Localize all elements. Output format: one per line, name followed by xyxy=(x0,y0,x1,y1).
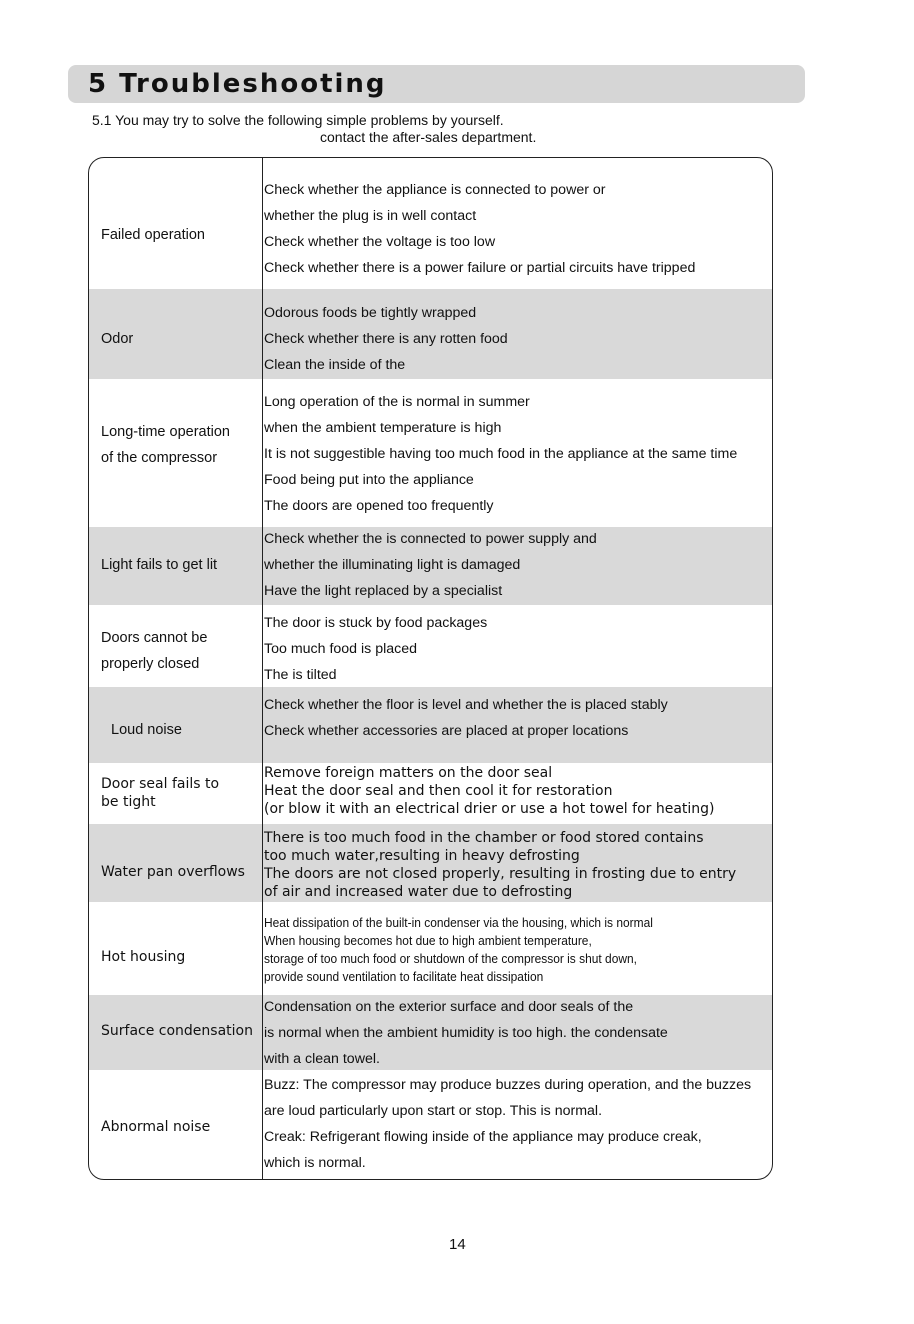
problem-label xyxy=(101,625,207,677)
problem-label-line: Door seal fails to xyxy=(101,776,220,792)
problem-label xyxy=(101,552,217,578)
intro-text-line1: 5.1 You may try to solve the following simple problems by yourself. xyxy=(92,112,504,128)
problem-label-line: Abnormal noise xyxy=(101,1119,211,1135)
solution-line: Heat dissipation of the built-in condenser via the housing, which is normal xyxy=(264,915,653,930)
table-row xyxy=(89,763,772,824)
solution-line: Odorous foods be tightly wrapped xyxy=(264,305,477,321)
problem-label xyxy=(101,859,245,885)
solution-line: whether the plug is in well contact xyxy=(264,208,477,224)
problem-label xyxy=(101,1018,253,1044)
solution-line: When housing becomes hot due to high ambient temperature, xyxy=(264,933,592,948)
solution-line: storage of too much food or shutdown of the compressor is shut down, xyxy=(264,951,637,966)
table-row xyxy=(89,687,772,763)
page-number: 14 xyxy=(449,1236,466,1253)
table-row xyxy=(89,995,772,1070)
solution-line: The door is stuck by food packages xyxy=(264,615,488,631)
solution-line: Creak: Refrigerant flowing inside of the appliance may produce creak, xyxy=(264,1129,702,1145)
table-row xyxy=(89,824,772,902)
problem-label xyxy=(111,717,182,743)
column-divider xyxy=(262,157,263,1180)
section-title-bar xyxy=(68,65,805,103)
solution-line: Have the light replaced by a specialist xyxy=(264,583,503,599)
solution-line: Buzz: The compressor may produce buzzes during operation, and the buzzes xyxy=(264,1077,752,1093)
solution-line: whether the illuminating light is damaged xyxy=(264,557,521,573)
problem-label xyxy=(101,944,185,970)
solution-line: with a clean towel. xyxy=(264,1051,380,1067)
solution-line: of air and increased water due to defrosting xyxy=(264,884,573,900)
solution-line: There is too much food in the chamber or food stored contains xyxy=(264,830,704,846)
problem-label xyxy=(101,326,133,352)
problem-label-line: Long-time operation xyxy=(101,424,230,440)
solution-line: is normal when the ambient humidity is too high. the condensate xyxy=(264,1025,668,1041)
solution-line: Check whether there is any rotten food xyxy=(264,331,508,347)
table-row xyxy=(89,289,772,379)
solution-line: Clean the inside of the xyxy=(264,357,406,373)
problem-label-line: Light fails to get lit xyxy=(101,557,218,573)
intro-text-line2: contact the after-sales department. xyxy=(320,129,537,145)
solution-line: which is normal. xyxy=(264,1155,366,1171)
table-row xyxy=(89,605,772,687)
solution-line: Remove foreign matters on the door seal xyxy=(264,765,553,781)
problem-label xyxy=(101,419,230,471)
table-row xyxy=(89,158,772,289)
solution-line: too much water,resulting in heavy defrosting xyxy=(264,848,580,864)
problem-label-line: Failed operation xyxy=(101,227,205,243)
solution-line: Food being put into the appliance xyxy=(264,472,474,488)
problem-label-line: be tight xyxy=(101,794,156,810)
table-row xyxy=(89,1070,772,1180)
table-row xyxy=(89,379,772,527)
solution-line: are loud particularly upon start or stop. This is normal. xyxy=(264,1103,603,1119)
solution-line: provide sound ventilation to facilitate heat dissipation xyxy=(264,969,544,984)
troubleshooting-table xyxy=(88,157,773,1180)
problem-label-line: Surface condensation xyxy=(101,1023,253,1039)
problem-label-line: Water pan overflows xyxy=(101,864,245,880)
solution-line: Check whether the appliance is connected to power or xyxy=(264,182,606,198)
solution-line: The doors are opened too frequently xyxy=(264,498,494,514)
problem-label-line: Odor xyxy=(101,331,134,347)
solution-line: Too much food is placed xyxy=(264,641,417,657)
solution-line: It is not suggestible having too much food in the appliance at the same time xyxy=(264,446,738,462)
solution-line: when the ambient temperature is high xyxy=(264,420,502,436)
solution-line: The doors are not closed properly, resulting in frosting due to entry xyxy=(264,866,737,882)
table-row xyxy=(89,527,772,605)
problem-label xyxy=(101,222,205,248)
solution-line: Check whether there is a power failure or partial circuits have tripped xyxy=(264,260,696,276)
problem-label xyxy=(101,775,219,811)
problem-label-line: Doors cannot be xyxy=(101,630,208,646)
section-title: 5 Troubleshooting xyxy=(88,69,387,99)
solution-line: Check whether accessories are placed at proper locations xyxy=(264,723,629,739)
solution-line: Check whether the voltage is too low xyxy=(264,234,496,250)
table-row xyxy=(89,902,772,995)
solution-line: Long operation of the is normal in summer xyxy=(264,394,530,410)
solution-line: Condensation on the exterior surface and door seals of the xyxy=(264,999,634,1015)
problem-label-line: of the compressor xyxy=(101,450,218,466)
solution-line: Check whether the floor is level and whether the is placed stably xyxy=(264,697,668,713)
problem-label xyxy=(101,1114,210,1140)
problem-label-line: properly closed xyxy=(101,656,200,672)
solution-line: Check whether the is connected to power supply and xyxy=(264,531,597,547)
problem-label-line: Hot housing xyxy=(101,949,186,965)
problem-label-line: Loud noise xyxy=(111,722,182,738)
solution-line: The is tilted xyxy=(264,667,337,683)
solution-line: Heat the door seal and then cool it for restoration xyxy=(264,783,613,799)
solution-line: (or blow it with an electrical drier or use a hot towel for heating) xyxy=(264,801,715,817)
